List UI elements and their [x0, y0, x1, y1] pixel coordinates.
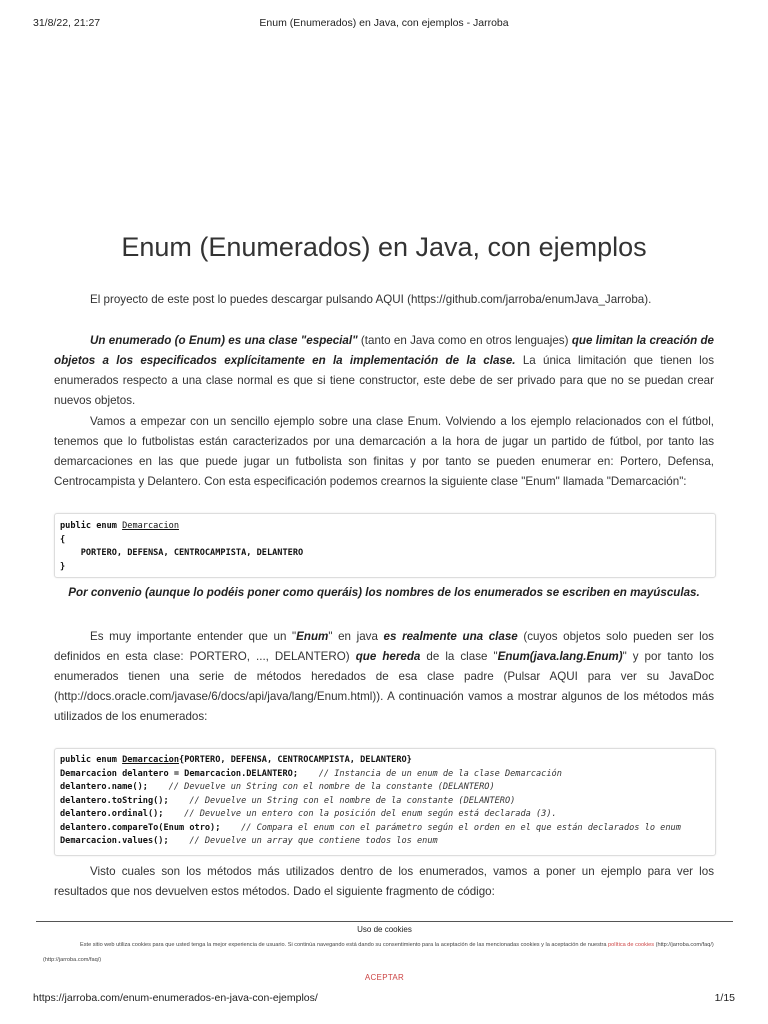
print-date: 31/8/22, 21:27 — [33, 17, 101, 29]
code-comment: // Devuelve un String con el nombre de la constante (DELANTERO) — [147, 782, 495, 792]
page-number: 1/15 — [714, 992, 735, 1004]
cookie-policy-link[interactable]: política de cookies — [608, 942, 655, 948]
paragraph-example-intro — [54, 412, 714, 492]
bold-text: es realmente una clase — [383, 630, 518, 643]
code-line: { — [60, 534, 66, 545]
code-class-name: Demarcacion — [122, 521, 180, 531]
cookie-title: Uso de cookies — [357, 925, 412, 934]
bold-text: Enum — [296, 630, 329, 643]
text: (http://jarroba.com/faq/) — [654, 942, 714, 948]
intro-link-text[interactable]: El proyecto de este post lo puedes descargar pulsando AQUI (https://github.com/jarroba/enumJava_Jarroba). — [90, 293, 652, 306]
code-line: } — [60, 561, 66, 572]
code-text: Demarcacion.values(); — [60, 836, 169, 846]
intro-paragraph — [54, 290, 714, 310]
text: Vamos a empezar con un sencillo ejemplo sobre una clase Enum. Volviendo a los ejemplo relacionados con el fútbol, tenemos que lo futbolistas están caracterizados por una demarcación a la hora de jugar un partido de fútbol, por tanto las demarcaciones en las que puede jugar un futbolista son finitas y por tanto se pueden enumerar en: Portero, Defensa, Centrocampista y Delantero. Con esta especificación podemos crearnos la siguiente clase "Enum" llamada "Demarcación": — [54, 415, 714, 488]
code-text: Demarcacion delantero = Demarcacion.DELANTERO; — [60, 768, 298, 779]
cookie-banner — [36, 921, 733, 982]
code-text: delantero.toString(); — [60, 795, 169, 806]
text: Visto cuales son los métodos más utilizados dentro de los enumerados, vamos a poner un ejemplo para ver los resultados que nos devuelven estos métodos. Dado el siguiente fragmento de código: — [54, 865, 714, 898]
cookie-link-url: (http://jarroba.com/faq/) — [43, 957, 102, 963]
code-block-enum-methods — [54, 748, 716, 856]
bold-text: que hereda — [355, 650, 421, 663]
code-block-enum-declaration — [54, 513, 716, 578]
print-page-title: Enum (Enumerados) en Java, con ejemplos - Jarroba — [259, 17, 509, 29]
code-comment: // Devuelve un array que contiene todos los enum — [168, 836, 438, 846]
paragraph-methods-example — [54, 862, 714, 902]
code-line: PORTERO, DEFENSA, CENTROCAMPISTA, DELANTERO — [60, 548, 304, 558]
article-title: Enum (Enumerados) en Java, con ejemplos — [121, 232, 647, 262]
code-text: delantero.compareTo(Enum otro); — [60, 822, 221, 833]
text: " y por tanto los enumerados tienen una serie de métodos heredados de esa clase padre (Pulsar AQUI para ver su JavaDoc (http://docs.oracle.com/javase/6/docs/api/java/lang/Enum.html)). A continuación vamos a mostrar algunos de los métodos más utilizados de los enumerados: — [54, 650, 714, 723]
code-text: delantero.ordinal(); — [60, 809, 164, 819]
accept-cookies-button[interactable]: ACEPTAR — [364, 973, 405, 982]
print-url: https://jarroba.com/enum-enumerados-en-java-con-ejemplos/ — [33, 992, 318, 1004]
text: Este sitio web utiliza cookies para que usted tenga la mejor experiencia de usuario. Si continúa navegando está dando su consentimiento para la aceptación de las mencionadas cookies y la aceptación de nuestra — [80, 942, 609, 948]
code-text: {PORTERO, DEFENSA, CENTROCAMPISTA, DELANTERO} — [179, 755, 412, 765]
text: La única limitación que tienen los enumerados respecto a una clase normal es que si tiene constructor, este debe de ser privado para que no se puedan crear nuevos objetos. — [54, 354, 715, 407]
code-keyword: public enum — [60, 755, 123, 765]
code-comment: // Compara el enum con el parámetro según el orden en el que están declarados lo enum — [220, 822, 681, 833]
bold-text: que limitan la creación de objetos a los especificados explícitamente en la implementación de la clase. — [54, 334, 715, 367]
convention-note: Por convenio (aunque lo podéis poner como queráis) los nombres de los enumerados se escriben en mayúsculas. — [68, 586, 700, 599]
code-comment: // Instancia de un enum de la clase Demarcación — [298, 768, 562, 779]
code-class-name: Demarcacion — [122, 755, 180, 765]
bold-text: Enum(java.lang.Enum) — [497, 650, 623, 663]
code-keyword: public enum — [60, 521, 123, 531]
text: " en java — [328, 630, 384, 643]
code-comment: // Devuelve un String con el nombre de la constante (DELANTERO) — [168, 795, 516, 806]
cookie-text — [36, 942, 733, 948]
text: de la clase " — [420, 650, 498, 663]
text: Es muy importante entender que un " — [90, 630, 297, 643]
bold-text: Un enumerado (o Enum) es una clase "especial" — [90, 334, 358, 347]
code-comment: // Devuelve un entero con la posición del enum según está declarada (3). — [163, 809, 557, 819]
code-text: delantero.name(); — [60, 782, 148, 792]
paragraph-enum-definition — [54, 331, 714, 411]
text: (tanto en Java como en otros lenguajes) — [357, 334, 572, 347]
text: (cuyos objetos solo pueden ser los definidos en esta clase: PORTERO, ..., DELANTERO) — [54, 630, 714, 663]
paragraph-enum-is-class — [54, 627, 714, 727]
